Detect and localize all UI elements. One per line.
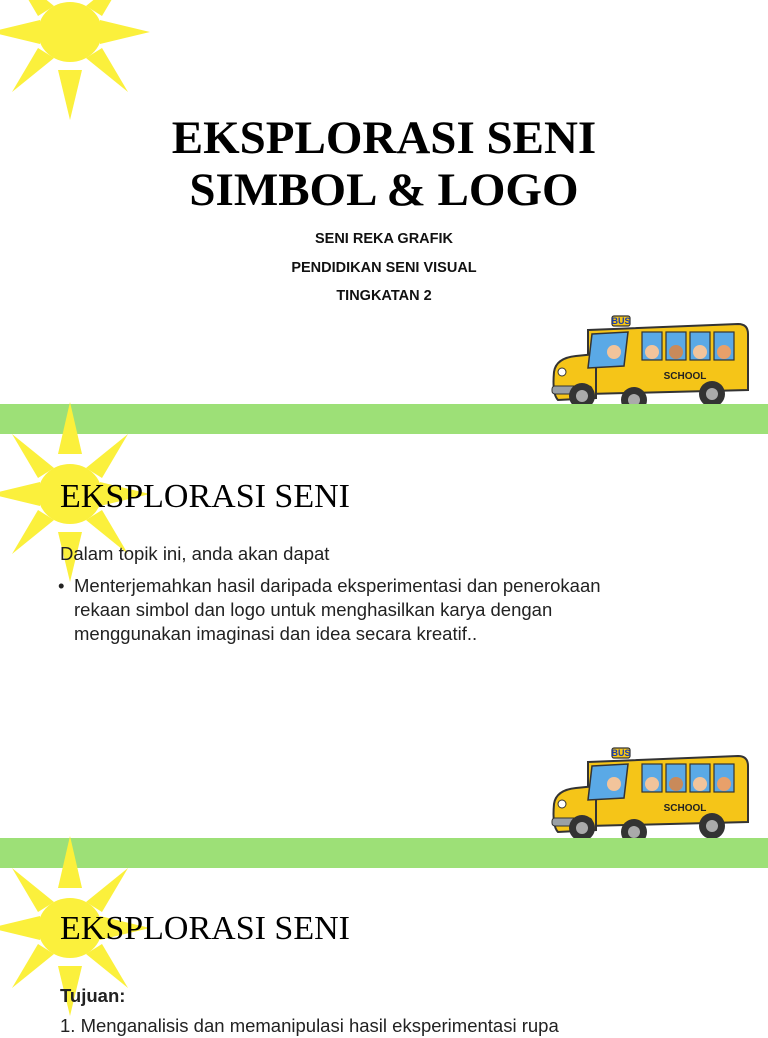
subtitle-tingkatan: TINGKATAN 2 [336, 288, 432, 304]
bus-label: SCHOOL [663, 371, 707, 382]
bus-label: SCHOOL [663, 803, 707, 814]
bus-sign: BUS [611, 316, 631, 326]
slide-title [0, 112, 768, 216]
slide-title: EKSPLORASI SENI [60, 478, 350, 515]
tujuan-label: Tujuan: [60, 985, 126, 1006]
slide-title: EKSPLORASI SENI [60, 910, 350, 947]
green-divider-strip [0, 838, 768, 868]
slide-3 [0, 868, 768, 1036]
objective-item-1: 1. Menganalisis dan memanipulasi hasil eksperimentasi rupa [60, 1015, 559, 1036]
bullet-line-3: menggunakan imaginasi dan idea secara kreatif.. [74, 623, 478, 644]
school-bus-illustration [548, 740, 758, 848]
slide-title-line-1: EKSPLORASI SENI [171, 112, 597, 164]
bus-sign: BUS [611, 748, 631, 758]
bullet-line-1: Menterjemahkan hasil daripada eksperimentasi dan penerokaan [74, 575, 601, 596]
subtitle-seni-reka-grafik: SENI REKA GRAFIK [314, 231, 454, 247]
slide-2 [0, 434, 768, 838]
bullet-mark: • [58, 575, 65, 596]
intro-text: Dalam topik ini, anda akan dapat [60, 543, 330, 564]
green-divider-strip [0, 404, 768, 434]
subtitle-pendidikan-seni-visual: PENDIDIKAN SENI VISUAL [291, 260, 477, 276]
school-bus-illustration [548, 308, 758, 416]
slide-1 [0, 0, 768, 404]
bullet-line-2: rekaan simbol dan logo untuk menghasilkan karya dengan [74, 599, 553, 620]
slide-title-line-2: SIMBOL & LOGO [189, 164, 579, 216]
bullet-item [58, 574, 698, 646]
sun-icon [0, 0, 160, 100]
